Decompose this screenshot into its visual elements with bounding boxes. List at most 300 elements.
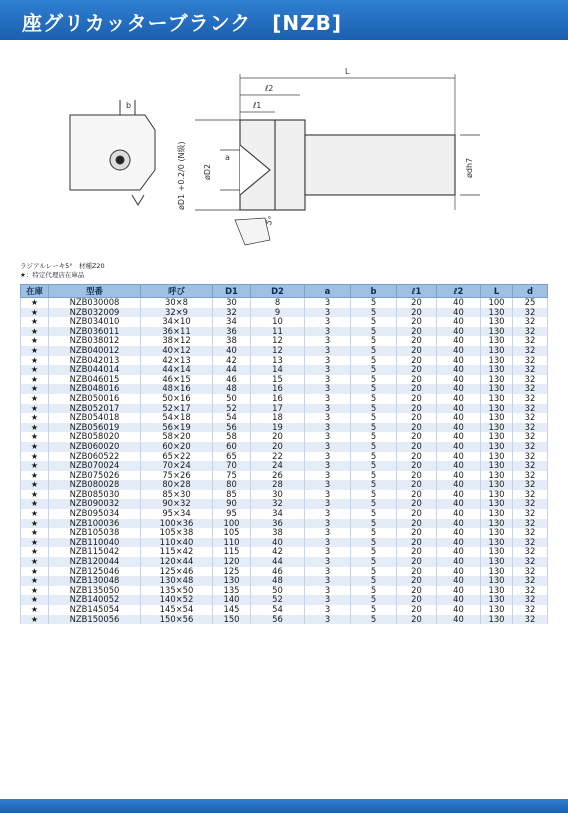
cell-d: 32 (513, 576, 548, 586)
cell-a: 3 (305, 586, 351, 596)
cell-nominal: 65×22 (141, 452, 213, 462)
header-L: L (481, 285, 513, 298)
cell-l1: 20 (397, 375, 437, 385)
cell-l1: 20 (397, 471, 437, 481)
cell-model: NZB054018 (49, 413, 141, 423)
cell-b: 5 (351, 365, 397, 375)
cell-model: NZB135050 (49, 586, 141, 596)
cell-model: NZB130048 (49, 576, 141, 586)
cell-l2: 40 (437, 490, 481, 500)
cell-a: 3 (305, 519, 351, 529)
cell-l1: 20 (397, 384, 437, 394)
cell-L: 130 (481, 480, 513, 490)
cell-nominal: 145×54 (141, 605, 213, 615)
cell-l1: 20 (397, 404, 437, 414)
header-D2: D2 (251, 285, 305, 298)
cell-l2: 40 (437, 471, 481, 481)
cell-L: 130 (481, 336, 513, 346)
cell-L: 130 (481, 605, 513, 615)
cell-D1: 40 (213, 346, 251, 356)
cell-model: NZB058020 (49, 432, 141, 442)
cell-D1: 32 (213, 308, 251, 318)
cell-D1: 145 (213, 605, 251, 615)
cell-stock: ★ (21, 298, 49, 308)
cell-b: 5 (351, 375, 397, 385)
footer-bar (0, 799, 568, 813)
cell-nominal: 75×26 (141, 471, 213, 481)
cell-b: 5 (351, 327, 397, 337)
cell-l2: 40 (437, 346, 481, 356)
header-bar (0, 0, 568, 40)
cell-D1: 50 (213, 394, 251, 404)
cell-l1: 20 (397, 317, 437, 327)
page-title: 座グリカッターブランク [NZB] (22, 11, 342, 35)
cell-L: 130 (481, 432, 513, 442)
cell-l2: 40 (437, 605, 481, 615)
cell-nominal: 105×38 (141, 528, 213, 538)
cell-a: 3 (305, 375, 351, 385)
cell-l1: 20 (397, 586, 437, 596)
cell-l2: 40 (437, 615, 481, 625)
cell-nominal: 54×18 (141, 413, 213, 423)
cell-l1: 20 (397, 480, 437, 490)
cell-L: 130 (481, 317, 513, 327)
cell-D2: 12 (251, 336, 305, 346)
cell-d: 32 (513, 394, 548, 404)
cell-model: NZB032009 (49, 308, 141, 318)
cell-D2: 13 (251, 356, 305, 366)
cell-D2: 12 (251, 346, 305, 356)
cell-L: 130 (481, 547, 513, 557)
cell-D1: 65 (213, 452, 251, 462)
notes (20, 262, 105, 280)
cell-b: 5 (351, 615, 397, 625)
cell-a: 3 (305, 365, 351, 375)
cell-nominal: 36×11 (141, 327, 213, 337)
cell-b: 5 (351, 576, 397, 586)
cell-D1: 38 (213, 336, 251, 346)
cell-D1: 70 (213, 461, 251, 471)
cell-stock: ★ (21, 356, 49, 366)
cell-D2: 16 (251, 394, 305, 404)
cell-l1: 20 (397, 509, 437, 519)
cell-d: 32 (513, 346, 548, 356)
cell-b: 5 (351, 384, 397, 394)
cell-d: 32 (513, 509, 548, 519)
cell-a: 3 (305, 509, 351, 519)
cell-nominal: 120×44 (141, 557, 213, 567)
cell-l1: 20 (397, 452, 437, 462)
cell-L: 130 (481, 557, 513, 567)
cell-b: 5 (351, 432, 397, 442)
cell-D1: 48 (213, 384, 251, 394)
cell-l2: 40 (437, 442, 481, 452)
cell-D2: 24 (251, 461, 305, 471)
cell-b: 5 (351, 547, 397, 557)
cell-d: 32 (513, 432, 548, 442)
cell-l1: 20 (397, 327, 437, 337)
cell-l1: 20 (397, 538, 437, 548)
cell-stock: ★ (21, 547, 49, 557)
cell-a: 3 (305, 432, 351, 442)
cell-D1: 125 (213, 567, 251, 577)
cell-l2: 40 (437, 356, 481, 366)
cell-model: NZB110040 (49, 538, 141, 548)
cell-l1: 20 (397, 547, 437, 557)
cell-a: 3 (305, 480, 351, 490)
cell-d: 32 (513, 605, 548, 615)
cell-l2: 40 (437, 432, 481, 442)
cell-a: 3 (305, 605, 351, 615)
cell-d: 32 (513, 308, 548, 318)
cell-model: NZB042013 (49, 356, 141, 366)
cell-b: 5 (351, 317, 397, 327)
material-note: ラジアルレーキ5° 材種Z20 (20, 262, 105, 270)
cell-l1: 20 (397, 576, 437, 586)
cell-b: 5 (351, 528, 397, 538)
cell-l1: 20 (397, 413, 437, 423)
table-row (21, 615, 548, 625)
cell-l2: 40 (437, 327, 481, 337)
cell-L: 130 (481, 442, 513, 452)
label-angle: 5° (263, 214, 277, 227)
cell-D2: 10 (251, 317, 305, 327)
cell-D2: 42 (251, 547, 305, 557)
cell-model: NZB095034 (49, 509, 141, 519)
cell-D2: 52 (251, 595, 305, 605)
label-b: b (126, 101, 132, 110)
cell-nominal: 140×52 (141, 595, 213, 605)
cell-L: 130 (481, 404, 513, 414)
cell-d: 32 (513, 528, 548, 538)
cell-model: NZB060522 (49, 452, 141, 462)
cell-b: 5 (351, 404, 397, 414)
cell-nominal: 58×20 (141, 432, 213, 442)
cell-model: NZB150056 (49, 615, 141, 625)
cell-D1: 150 (213, 615, 251, 625)
cell-a: 3 (305, 336, 351, 346)
cell-d: 32 (513, 327, 548, 337)
tool-diagram (60, 60, 540, 260)
cell-stock: ★ (21, 308, 49, 318)
cell-D2: 34 (251, 509, 305, 519)
cell-model: NZB090032 (49, 499, 141, 509)
cell-stock: ★ (21, 605, 49, 615)
cell-d: 32 (513, 384, 548, 394)
cell-nominal: 110×40 (141, 538, 213, 548)
cell-D1: 85 (213, 490, 251, 500)
cell-L: 130 (481, 423, 513, 433)
label-a: a (225, 153, 230, 162)
cell-b: 5 (351, 346, 397, 356)
cell-l2: 40 (437, 499, 481, 509)
cell-nominal: 150×56 (141, 615, 213, 625)
table-body (21, 298, 548, 625)
header-l1: ℓ1 (397, 285, 437, 298)
cell-model: NZB105038 (49, 528, 141, 538)
cell-D1: 36 (213, 327, 251, 337)
cell-stock: ★ (21, 557, 49, 567)
cell-D2: 17 (251, 404, 305, 414)
cell-D2: 15 (251, 375, 305, 385)
cell-d: 32 (513, 615, 548, 625)
cell-model: NZB080028 (49, 480, 141, 490)
cell-a: 3 (305, 346, 351, 356)
cell-stock: ★ (21, 509, 49, 519)
cell-stock: ★ (21, 471, 49, 481)
cell-L: 130 (481, 413, 513, 423)
cell-D2: 48 (251, 576, 305, 586)
cell-d: 32 (513, 519, 548, 529)
label-d: ødh7 (465, 157, 474, 178)
cell-L: 130 (481, 365, 513, 375)
cell-D2: 50 (251, 586, 305, 596)
cell-stock: ★ (21, 567, 49, 577)
cell-a: 3 (305, 413, 351, 423)
cell-b: 5 (351, 394, 397, 404)
cell-L: 130 (481, 538, 513, 548)
cell-L: 130 (481, 595, 513, 605)
label-D2: øD2 (203, 163, 212, 180)
cell-a: 3 (305, 595, 351, 605)
cell-stock: ★ (21, 480, 49, 490)
cell-d: 32 (513, 461, 548, 471)
cell-D1: 120 (213, 557, 251, 567)
cell-nominal: 42×13 (141, 356, 213, 366)
cell-D1: 110 (213, 538, 251, 548)
cell-l1: 20 (397, 442, 437, 452)
cell-model: NZB030008 (49, 298, 141, 308)
cell-l2: 40 (437, 557, 481, 567)
cell-stock: ★ (21, 528, 49, 538)
cell-a: 3 (305, 615, 351, 625)
cell-l2: 40 (437, 298, 481, 308)
cell-a: 3 (305, 557, 351, 567)
cell-a: 3 (305, 356, 351, 366)
cell-L: 130 (481, 346, 513, 356)
cell-l1: 20 (397, 356, 437, 366)
cell-nominal: 46×15 (141, 375, 213, 385)
cell-L: 130 (481, 586, 513, 596)
cell-l1: 20 (397, 336, 437, 346)
cell-nominal: 115×42 (141, 547, 213, 557)
cell-l2: 40 (437, 404, 481, 414)
cell-d: 32 (513, 547, 548, 557)
cell-D1: 52 (213, 404, 251, 414)
cell-D2: 22 (251, 452, 305, 462)
cell-D1: 90 (213, 499, 251, 509)
cell-nominal: 90×32 (141, 499, 213, 509)
cell-l1: 20 (397, 423, 437, 433)
cell-model: NZB100036 (49, 519, 141, 529)
cell-D1: 115 (213, 547, 251, 557)
cell-d: 32 (513, 586, 548, 596)
cell-l2: 40 (437, 423, 481, 433)
cell-D2: 9 (251, 308, 305, 318)
cell-nominal: 40×12 (141, 346, 213, 356)
cell-D1: 135 (213, 586, 251, 596)
stock-legend: ★：特定代理店在庫品 (20, 271, 85, 279)
cell-stock: ★ (21, 576, 49, 586)
cell-d: 32 (513, 452, 548, 462)
cell-l2: 40 (437, 528, 481, 538)
cell-a: 3 (305, 567, 351, 577)
cell-L: 130 (481, 490, 513, 500)
cell-d: 25 (513, 298, 548, 308)
cell-a: 3 (305, 442, 351, 452)
cell-b: 5 (351, 605, 397, 615)
cell-b: 5 (351, 490, 397, 500)
cell-l2: 40 (437, 336, 481, 346)
cell-stock: ★ (21, 615, 49, 625)
cell-nominal: 85×30 (141, 490, 213, 500)
header-stock: 在庫 (21, 285, 49, 298)
cell-D1: 34 (213, 317, 251, 327)
cell-stock: ★ (21, 365, 49, 375)
cell-a: 3 (305, 547, 351, 557)
cell-nominal: 50×16 (141, 394, 213, 404)
cell-d: 32 (513, 480, 548, 490)
cell-stock: ★ (21, 586, 49, 596)
cell-L: 130 (481, 327, 513, 337)
cell-stock: ★ (21, 461, 49, 471)
cell-D1: 100 (213, 519, 251, 529)
cell-D1: 130 (213, 576, 251, 586)
cell-b: 5 (351, 480, 397, 490)
cell-stock: ★ (21, 490, 49, 500)
cell-d: 32 (513, 538, 548, 548)
cell-b: 5 (351, 423, 397, 433)
cell-D2: 46 (251, 567, 305, 577)
header-D1: D1 (213, 285, 251, 298)
cell-l2: 40 (437, 576, 481, 586)
cell-l1: 20 (397, 567, 437, 577)
cell-L: 130 (481, 356, 513, 366)
cutter-body (240, 120, 455, 210)
cell-D2: 16 (251, 384, 305, 394)
cell-b: 5 (351, 336, 397, 346)
header-model: 型番 (49, 285, 141, 298)
cell-D2: 38 (251, 528, 305, 538)
spec-table (20, 284, 548, 624)
cell-a: 3 (305, 461, 351, 471)
cell-D1: 105 (213, 528, 251, 538)
cell-d: 32 (513, 336, 548, 346)
cell-stock: ★ (21, 394, 49, 404)
header-nominal: 呼び (141, 285, 213, 298)
cell-d: 32 (513, 356, 548, 366)
cell-nominal: 44×14 (141, 365, 213, 375)
cell-nominal: 95×34 (141, 509, 213, 519)
label-l2: ℓ2 (265, 84, 274, 93)
cell-d: 32 (513, 567, 548, 577)
cell-d: 32 (513, 442, 548, 452)
cell-l1: 20 (397, 490, 437, 500)
cell-l1: 20 (397, 432, 437, 442)
cell-stock: ★ (21, 384, 49, 394)
cell-model: NZB125046 (49, 567, 141, 577)
cell-D1: 60 (213, 442, 251, 452)
cell-l2: 40 (437, 509, 481, 519)
cell-b: 5 (351, 356, 397, 366)
cell-nominal: 56×19 (141, 423, 213, 433)
cell-D2: 28 (251, 480, 305, 490)
cell-stock: ★ (21, 595, 49, 605)
cell-L: 130 (481, 499, 513, 509)
cell-d: 32 (513, 365, 548, 375)
cell-D2: 20 (251, 432, 305, 442)
cell-stock: ★ (21, 499, 49, 509)
cell-stock: ★ (21, 413, 49, 423)
label-L: L (345, 67, 350, 76)
cell-L: 130 (481, 519, 513, 529)
cell-l2: 40 (437, 365, 481, 375)
cell-D2: 18 (251, 413, 305, 423)
cell-D2: 30 (251, 490, 305, 500)
cell-l2: 40 (437, 538, 481, 548)
cell-nominal: 38×12 (141, 336, 213, 346)
cell-D2: 44 (251, 557, 305, 567)
cell-l1: 20 (397, 499, 437, 509)
cell-l2: 40 (437, 394, 481, 404)
cell-stock: ★ (21, 317, 49, 327)
cell-nominal: 52×17 (141, 404, 213, 414)
cell-D2: 20 (251, 442, 305, 452)
cell-b: 5 (351, 538, 397, 548)
cell-model: NZB115042 (49, 547, 141, 557)
cell-model: NZB040012 (49, 346, 141, 356)
cell-b: 5 (351, 308, 397, 318)
cell-L: 130 (481, 384, 513, 394)
cell-model: NZB034010 (49, 317, 141, 327)
cell-L: 100 (481, 298, 513, 308)
cell-a: 3 (305, 423, 351, 433)
label-l1: ℓ1 (253, 101, 262, 110)
cell-L: 130 (481, 567, 513, 577)
cell-D1: 75 (213, 471, 251, 481)
cell-l1: 20 (397, 528, 437, 538)
cell-nominal: 34×10 (141, 317, 213, 327)
cell-l2: 40 (437, 586, 481, 596)
cell-l2: 40 (437, 480, 481, 490)
header-a: a (305, 285, 351, 298)
cell-D1: 140 (213, 595, 251, 605)
cell-l1: 20 (397, 605, 437, 615)
cell-L: 130 (481, 471, 513, 481)
cell-d: 32 (513, 423, 548, 433)
cell-model: NZB050016 (49, 394, 141, 404)
cell-d: 32 (513, 317, 548, 327)
cell-b: 5 (351, 567, 397, 577)
cell-l1: 20 (397, 557, 437, 567)
cell-b: 5 (351, 519, 397, 529)
cell-a: 3 (305, 298, 351, 308)
cell-d: 32 (513, 595, 548, 605)
cell-L: 130 (481, 308, 513, 318)
cell-D2: 32 (251, 499, 305, 509)
cell-stock: ★ (21, 432, 49, 442)
cell-L: 130 (481, 375, 513, 385)
cell-a: 3 (305, 394, 351, 404)
header-d: d (513, 285, 548, 298)
cell-l1: 20 (397, 461, 437, 471)
cell-L: 130 (481, 452, 513, 462)
cell-model: NZB038012 (49, 336, 141, 346)
cell-model: NZB120044 (49, 557, 141, 567)
cell-model: NZB075026 (49, 471, 141, 481)
cell-b: 5 (351, 557, 397, 567)
cell-d: 32 (513, 499, 548, 509)
